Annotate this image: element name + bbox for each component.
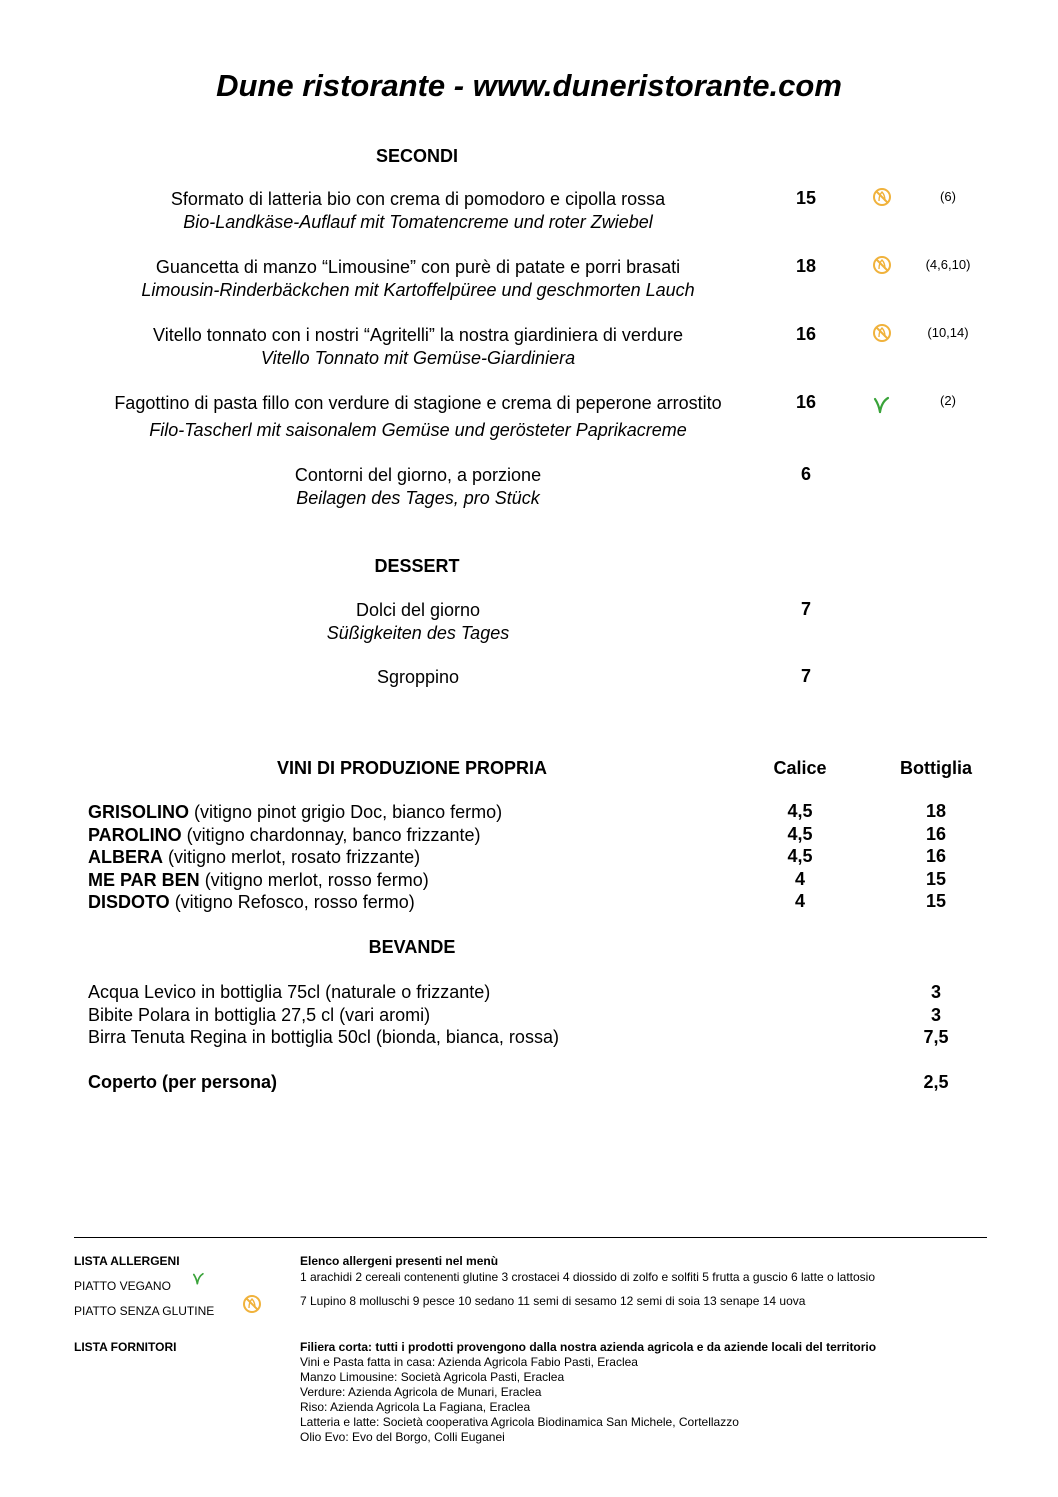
suppliers-title: Filiera corta: tutti i prodotti provengono dalla nostra azienda agricola e da aziende locali del territorio: [300, 1340, 877, 1354]
dish-price: 18: [795, 256, 817, 276]
dish-name-de: Vitello Tonnato mit Gemüse-Giardiniera: [260, 348, 576, 368]
dish-item: [48, 666, 788, 689]
wine-desc: (vitigno Refosco, rosso fermo): [169, 892, 415, 912]
dish-name-de: Filo-Tascherl mit saisonalem Gemüse und gerösteter Paprikacreme: [149, 420, 687, 440]
wine-glass-price: 4,5: [787, 801, 813, 821]
section-heading-wines: VINI DI PRODUZIONE PROPRIA: [276, 758, 548, 778]
wine-name: PAROLINO: [88, 824, 182, 845]
supplier-item: Olio Evo: Evo del Borgo, Colli Euganei: [300, 1430, 505, 1444]
wine-glass-price: 4: [794, 891, 805, 911]
column-header-bottle: Bottiglia: [900, 758, 972, 778]
dish-price: 6: [800, 464, 811, 484]
section-heading-dessert: DESSERT: [374, 556, 460, 576]
wine-desc: (vitigno merlot, rosato frizzante): [163, 847, 421, 867]
drink-item: Bibite Polara in bottiglia 27,5 cl (vari aromi): [88, 1004, 431, 1025]
gluten-free-icon: [872, 187, 892, 212]
drink-item: Birra Tenuta Regina in bottiglia 50cl (bionda, bianca, rossa): [88, 1027, 559, 1047]
wine-desc: (vitigno merlot, rosso fermo): [199, 869, 429, 890]
supplier-item: Latteria e latte: Società cooperativa Agricola Biodinamica San Michele, Cortellazzo: [300, 1415, 739, 1429]
wine-bottle-price: 15: [925, 868, 947, 889]
wine-glass-price: 4,5: [787, 846, 813, 866]
supplier-item: Verdure: Azienda Agricola de Munari, Eraclea: [300, 1385, 542, 1399]
gluten-free-icon: [242, 1293, 262, 1320]
vegan-icon: [191, 1270, 205, 1291]
dish-name-it: Dolci del giorno: [355, 600, 481, 620]
dish-name-de: Süßigkeiten des Tages: [326, 623, 510, 643]
wine-name: GRISOLINO: [88, 802, 190, 822]
wine-glass-price: 4,5: [787, 823, 813, 844]
allergen-codes: (10,14): [927, 325, 969, 340]
dish-item: [48, 464, 788, 510]
dish-name-de: Bio-Landkäse-Auflauf mit Tomatencreme und roter Zwiebel: [183, 212, 653, 232]
dish-item: [48, 392, 788, 442]
suppliers-list: [300, 1355, 739, 1445]
dish-item: [48, 188, 788, 234]
supplier-item: Riso: Azienda Agricola La Fagiana, Eraclea: [300, 1400, 531, 1414]
wine-desc: (vitigno pinot grigio Doc, bianco fermo): [189, 802, 503, 822]
dish-name-it: Fagottino di pasta fillo con verdure di stagione e crema di peperone arrostito: [114, 393, 722, 413]
wine-item: [88, 824, 481, 847]
supplier-item: Manzo Limousine: Società Agricola Pasti, Eraclea: [300, 1370, 565, 1384]
column-header-glass: Calice: [773, 758, 827, 778]
drink-price: 3: [930, 1004, 941, 1025]
wine-item: [88, 891, 415, 914]
allergen-title: Elenco allergeni presenti nel menù: [300, 1254, 499, 1268]
wine-name: ALBERA: [88, 847, 163, 867]
section-heading-drinks: BEVANDE: [368, 937, 456, 957]
wine-bottle-price: 16: [925, 823, 947, 844]
dish-item: [48, 256, 788, 302]
dish-price: 16: [795, 324, 817, 344]
dish-price: 16: [795, 392, 817, 412]
allergen-list-label: LISTA ALLERGENI: [74, 1254, 180, 1268]
dish-name-it: Guancetta di manzo “Limousine” con purè di patate e porri brasati: [155, 257, 681, 277]
dish-price: 7: [800, 599, 811, 619]
allergen-codes-line: 7 Lupino 8 molluschi 9 pesce 10 sedano 11 semi di sesamo 12 semi di soia 13 senape 14 uova: [300, 1294, 806, 1308]
dish-name-de: Beilagen des Tages, pro Stück: [296, 488, 540, 508]
dish-name-it: Sformato di latteria bio con crema di pomodoro e cipolla rossa: [170, 189, 666, 209]
allergen-codes: (4,6,10): [925, 257, 971, 272]
dish-name-it: Sgroppino: [376, 667, 460, 687]
wine-name: DISDOTO: [88, 892, 170, 912]
wine-bottle-price: 18: [925, 801, 947, 821]
wine-bottle-price: 15: [925, 891, 947, 911]
dish-price: 15: [795, 188, 817, 208]
wine-glass-price: 4: [794, 868, 805, 889]
wine-item: [88, 869, 429, 892]
cover-charge-price: 2,5: [923, 1072, 949, 1092]
page-title: Dune ristorante - www.duneristorante.com: [216, 68, 842, 103]
allergen-codes: (2): [940, 393, 956, 408]
section-heading-secondi: SECONDI: [375, 146, 458, 166]
drink-price: 3: [930, 982, 941, 1002]
dish-price: 7: [800, 666, 811, 686]
vegan-legend-label: PIATTO VEGANO: [74, 1279, 171, 1293]
allergen-codes: (6): [940, 189, 956, 204]
drink-price: 7,5: [923, 1027, 949, 1047]
dish-item: [48, 324, 788, 370]
footer-divider: [74, 1237, 987, 1238]
allergen-codes-line: 1 arachidi 2 cereali contenenti glutine 3 crostacei 4 diossido di zolfo e solfiti 5 frutta a guscio 6 latte o lattosio: [300, 1270, 875, 1284]
cover-charge-label: Coperto (per persona): [88, 1072, 278, 1092]
gluten-free-icon: [872, 323, 892, 348]
gluten-free-icon: [872, 255, 892, 280]
suppliers-label: LISTA FORNITORI: [74, 1340, 177, 1354]
wine-item: [88, 801, 502, 824]
dish-name-it: Contorni del giorno, a porzione: [294, 465, 542, 485]
dish-item: [48, 599, 788, 645]
wine-item: [88, 846, 420, 869]
vegan-icon: [871, 394, 891, 419]
drink-item: Acqua Levico in bottiglia 75cl (naturale o frizzante): [88, 982, 491, 1002]
wine-desc: (vitigno chardonnay, banco frizzante): [181, 824, 481, 845]
gluten-free-legend-label: PIATTO SENZA GLUTINE: [74, 1304, 215, 1318]
dish-name-de: Limousin-Rinderbäckchen mit Kartoffelpüree und geschmorten Lauch: [141, 280, 695, 300]
supplier-item: Vini e Pasta fatta in casa: Azienda Agricola Fabio Pasti, Eraclea: [300, 1355, 638, 1369]
wine-name: ME PAR BEN: [88, 869, 200, 890]
wine-bottle-price: 16: [925, 846, 947, 866]
dish-name-it: Vitello tonnato con i nostri “Agritelli” la nostra giardiniera di verdure: [153, 325, 683, 345]
